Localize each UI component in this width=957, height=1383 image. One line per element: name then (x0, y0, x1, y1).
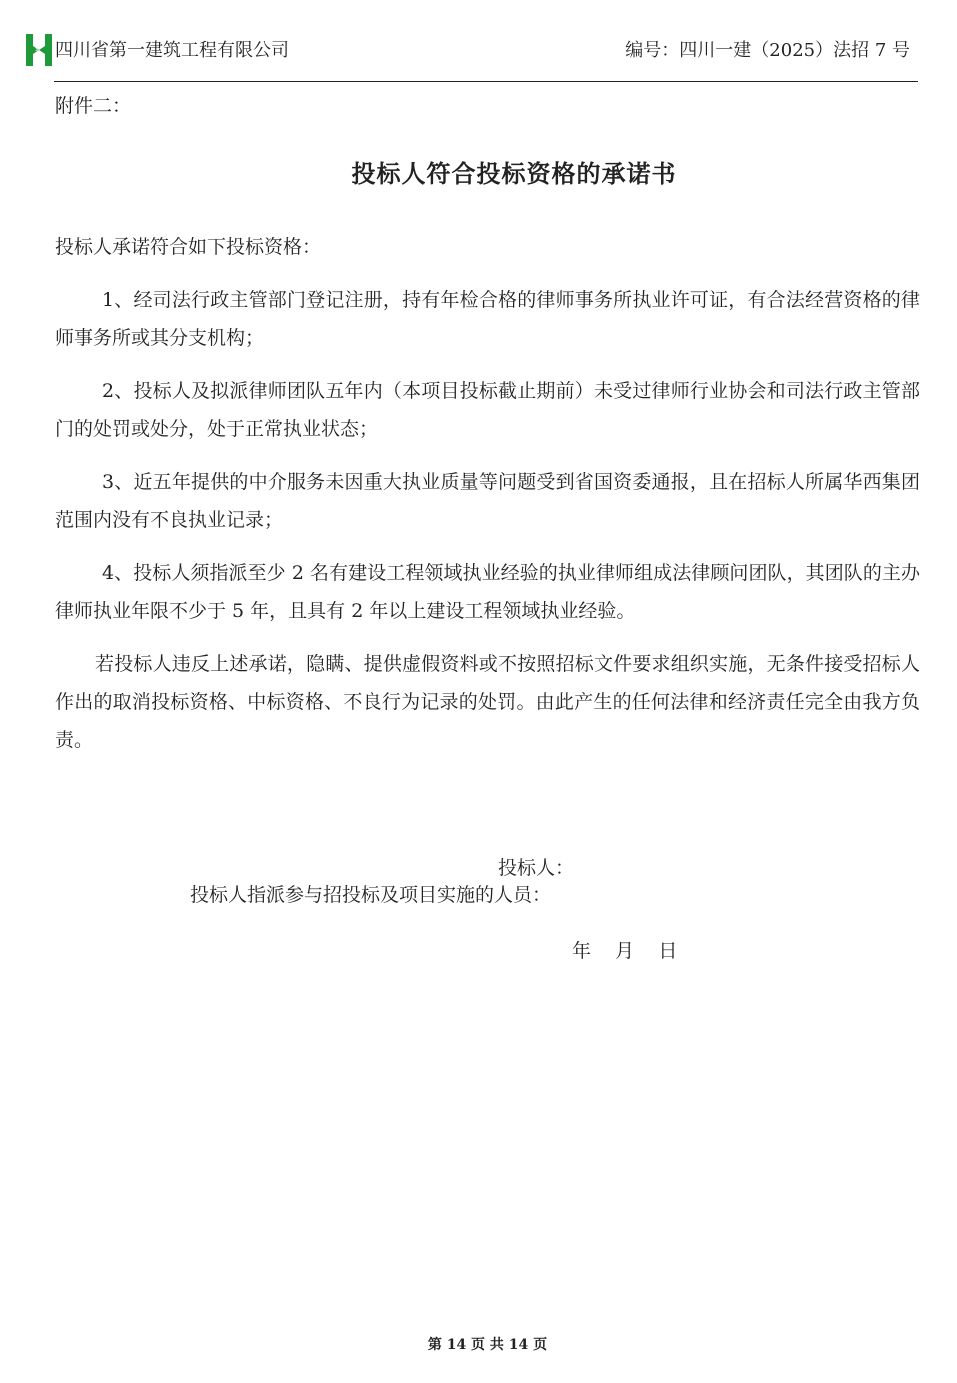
intro-paragraph: 投标人承诺符合如下投标资格： (55, 236, 322, 258)
document-body (55, 228, 920, 774)
logo-text: HUASHI (35, 42, 40, 58)
page-header (26, 34, 918, 68)
date-label: 年 月 日 (572, 940, 678, 962)
bidder-signature-label: 投标人： (498, 857, 575, 879)
qualification-item-3: 3、近五年提供的中介服务未因重大执业质量等问题受到省国资委通报，且在招标人所属华西集团范围内没有不良执业记录； (55, 471, 920, 531)
company-name: 四川省第一建筑工程有限公司 (55, 40, 289, 61)
closing-paragraph: 若投标人违反上述承诺，隐瞒、提供虚假资料或不按照招标文件要求组织实施，无条件接受招标人作出的取消投标资格、中标资格、不良行为记录的处罚。由此产生的任何法律和经济责任完全由我方负责。 (55, 653, 920, 751)
company-logo-icon (26, 34, 52, 66)
header-divider (54, 81, 918, 82)
attachment-label: 附件二： (55, 95, 132, 117)
document-number: 编号：四川一建（2025）法招 7 号 (625, 40, 910, 61)
personnel-label: 投标人指派参与招投标及项目实施的人员： (190, 884, 552, 906)
qualification-item-4: 4、投标人须指派至少 2 名有建设工程领域执业经验的执业律师组成法律顾问团队，其团队的主办律师执业年限不少于 5 年，且具有 2 年以上建设工程领域执业经验。 (55, 562, 920, 622)
qualification-item-1: 1、经司法行政主管部门登记注册，持有年检合格的律师事务所执业许可证，有合法经营资格的律师事务所或其分支机构； (55, 289, 920, 349)
qualification-item-2: 2、投标人及拟派律师团队五年内（本项目投标截止期前）未受过律师行业协会和司法行政主管部门的处罚或处分，处于正常执业状态； (55, 380, 920, 440)
document-title: 投标人符合投标资格的承诺书 (351, 159, 677, 188)
page-footer: 第 14 页 共 14 页 (427, 1337, 548, 1353)
